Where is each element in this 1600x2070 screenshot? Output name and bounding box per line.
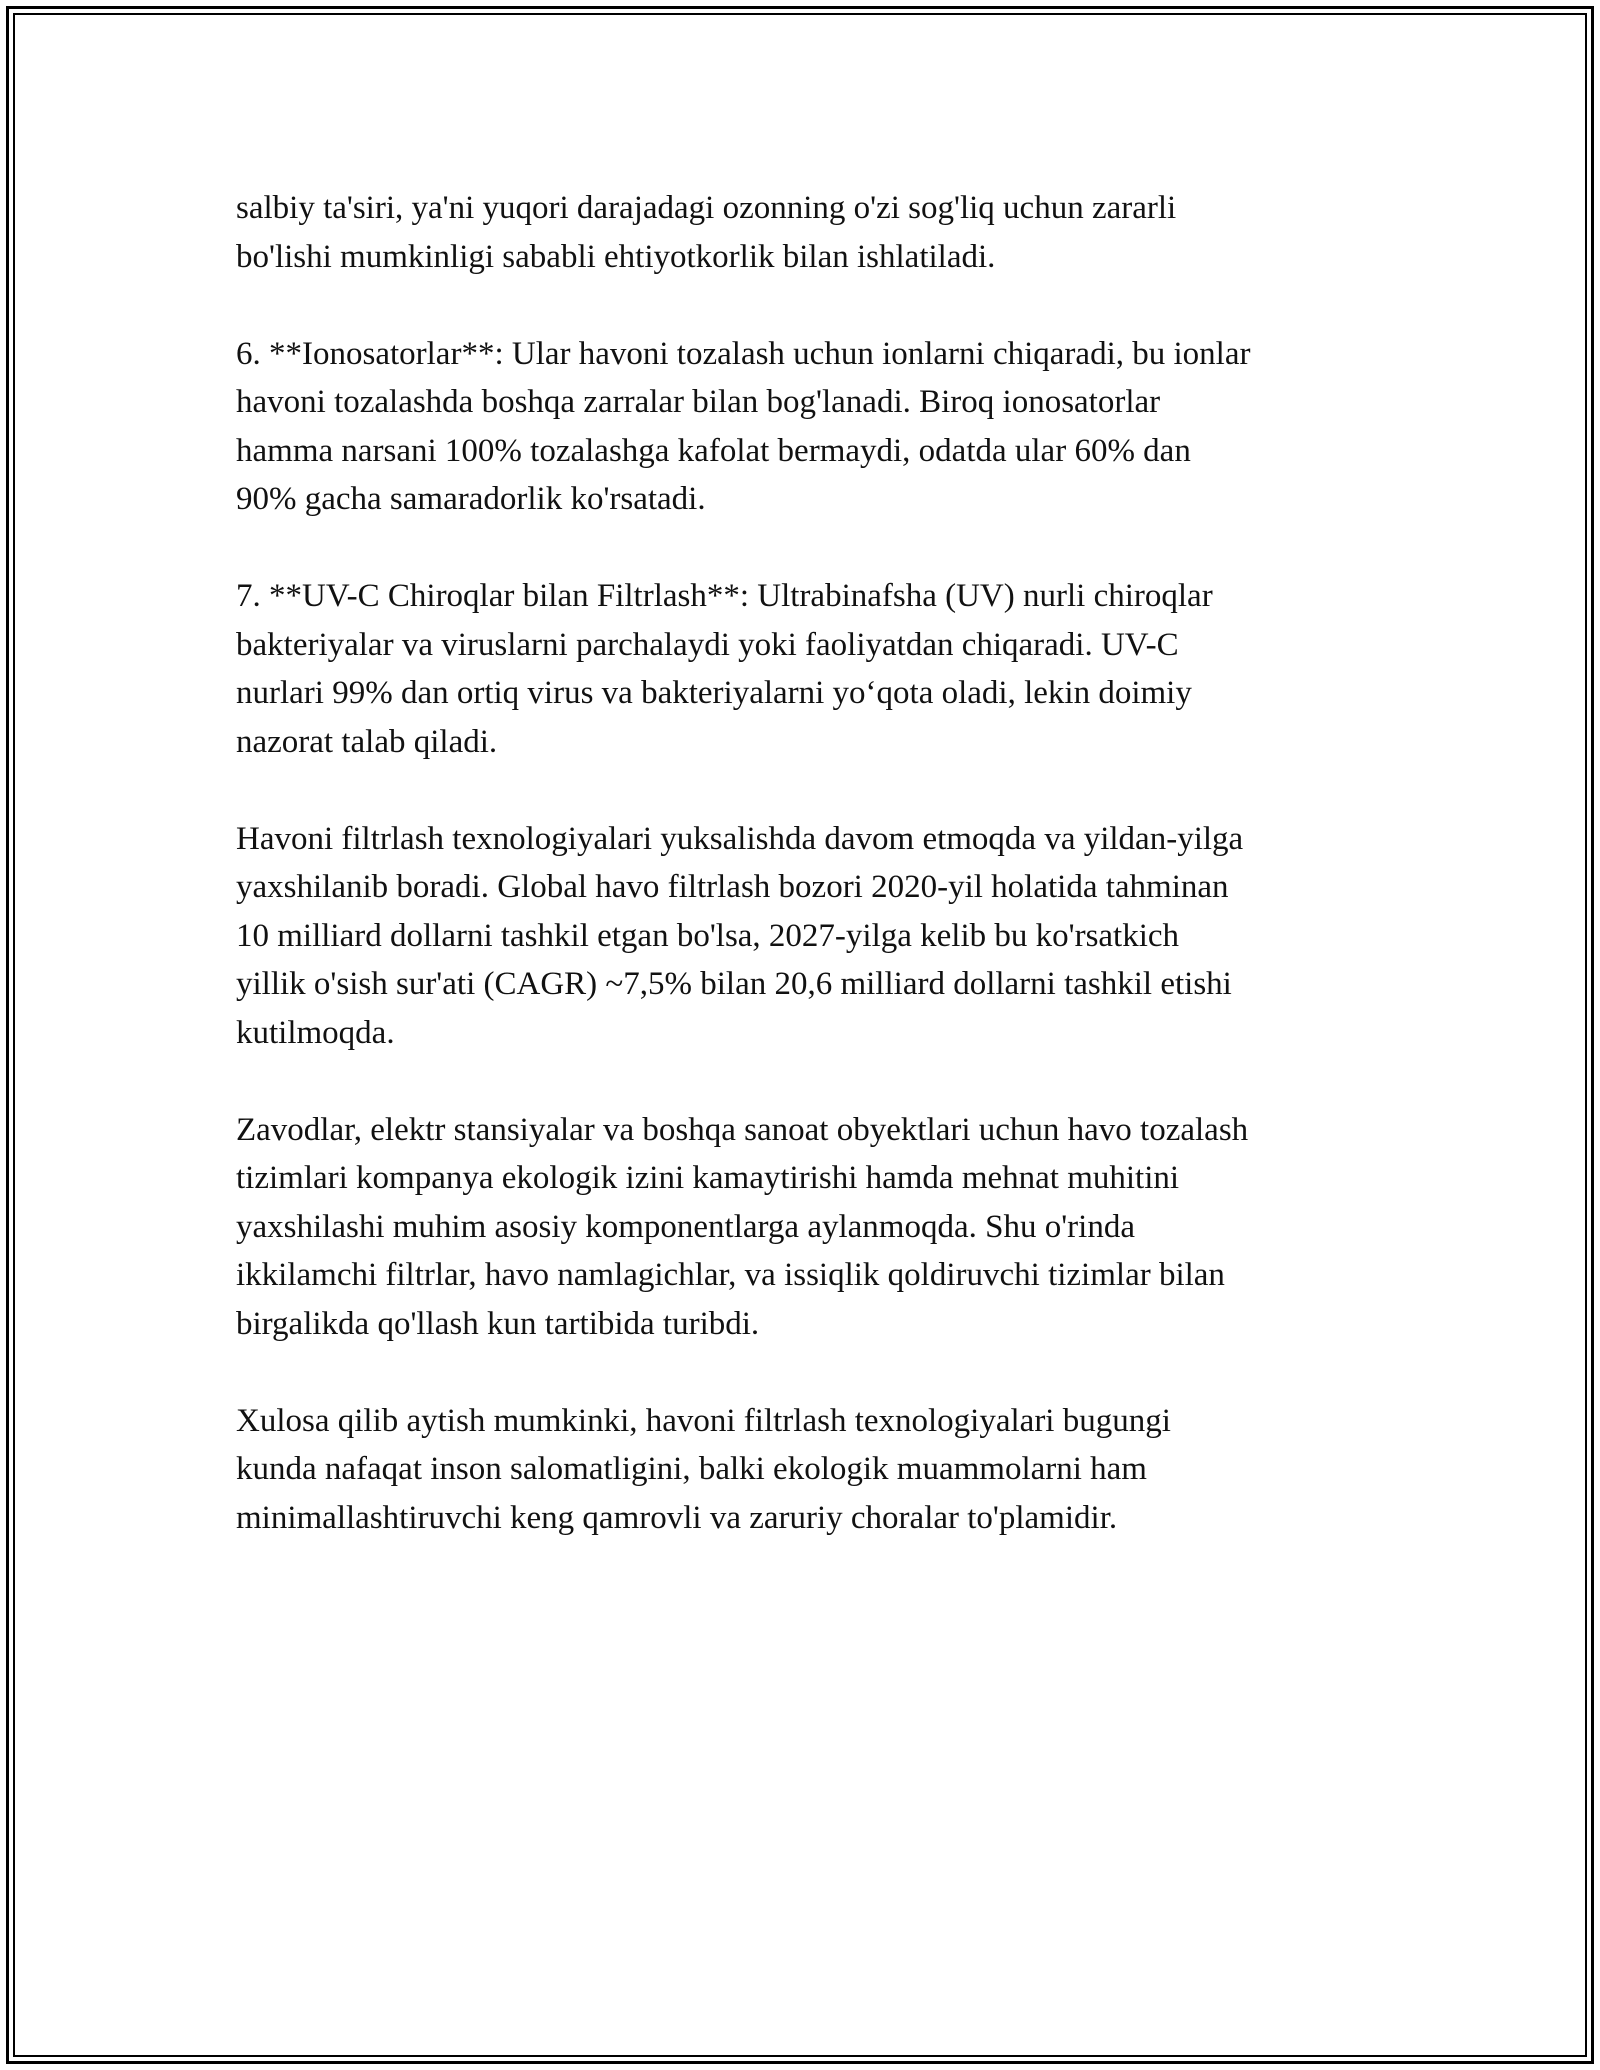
paragraph-uv-c-lamps: 7. **UV-C Chiroqlar bilan Filtrlash**: Ultrabinafsha (UV) nurli chiroqlar bakteriyalar va viruslarni parchalaydi yoki faoliyatdan chiqaradi. UV-C nurlari 99% dan ortiq virus va bakteriyalarni yo‘qota oladi, lekin doimiy nazorat talab qiladi.	[236, 578, 1213, 760]
paragraph-conclusion: Xulosa qilib aytish mumkinki, havoni filtrlash texnologiyalari bugungi kunda nafaqat inson salomatligini, balki ekologik muammolarni ham minimallashtiruvchi keng qamrovli va zaruriy choralar to'plamidir.	[236, 1402, 1171, 1536]
document-body	[236, 184, 1386, 1591]
paragraph-ozone-continuation: salbiy ta'siri, ya'ni yuqori darajadagi ozonning o'zi sog'liq uchun zararli bo'lishi mumkinligi sababli ehtiyotkorlik bilan ishlatiladi.	[236, 190, 1177, 275]
paragraph-ionizers: 6. **Ionosatorlar**: Ular havoni tozalash uchun ionlarni chiqaradi, bu ionlar havoni tozalashda boshqa zarralar bilan bog'lanadi. Biroq ionosatorlar hamma narsani 100% tozalashga kafolat bermaydi, odatda ular 60% dan 90% gacha samaradorlik ko'rsatadi.	[236, 335, 1251, 517]
paragraph-industrial-systems: Zavodlar, elektr stansiyalar va boshqa sanoat obyektlari uchun havo tozalash tizimlari kompanya ekologik izini kamaytirishi hamda mehnat muhitini yaxshilashi muhim asosiy komponentlarga aylanmoqda. Shu o'rinda ikkilamchi filtrlar, havo namlagichlar, va issiqlik qoldiruvchi tizimlar bilan birgalikda qo'llash kun tartibida turibdi.	[236, 1111, 1249, 1342]
paragraph-market-growth: Havoni filtrlash texnologiyalari yuksalishda davom etmoqda va yildan-yilga yaxshilanib boradi. Global havo filtrlash bozori 2020-yil holatida tahminan 10 milliard dollarni tashkil etgan bo'lsa, 2027-yilga kelib bu ko'rsatkich yillik o'sish sur'ati (CAGR) ~7,5% bilan 20,6 milliard dollarni tashkil etishi kutilmoqda.	[236, 820, 1244, 1051]
